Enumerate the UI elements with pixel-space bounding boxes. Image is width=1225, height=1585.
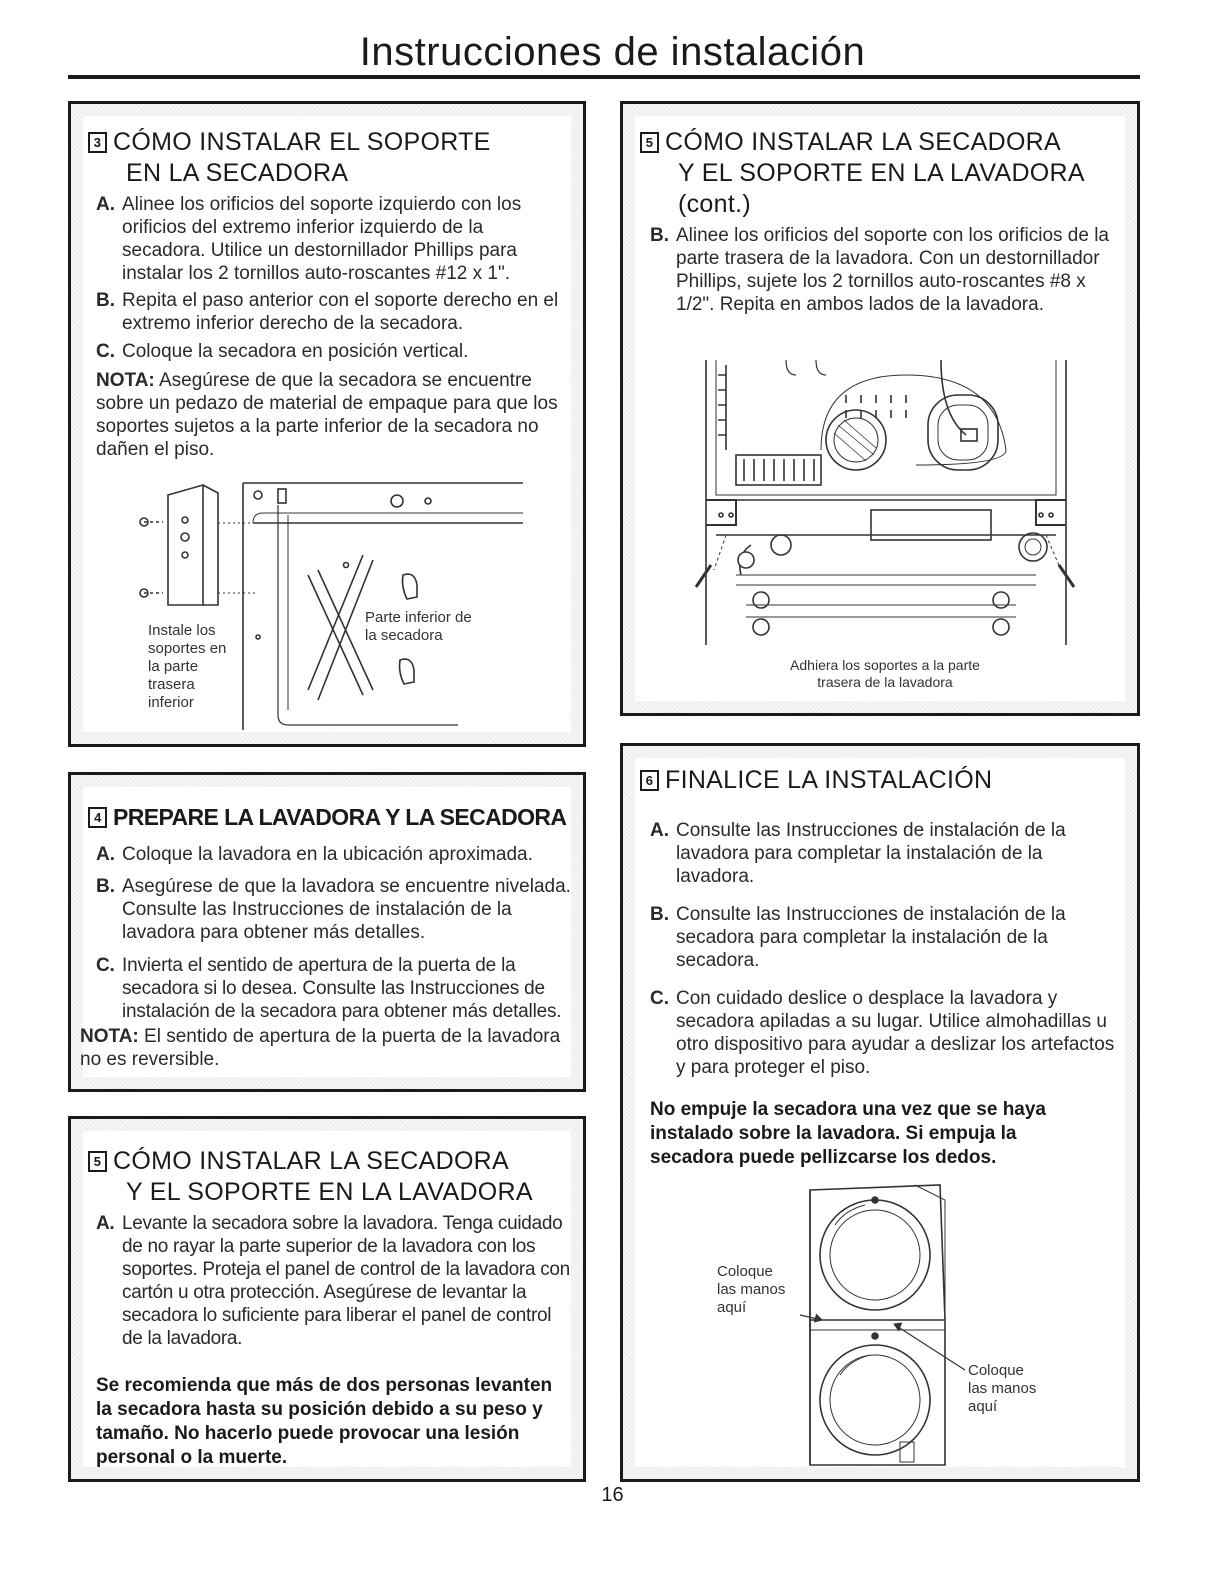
section-6-number: 6 xyxy=(640,770,659,791)
section-4-step-c: C. Invierta el sentido de apertura de la puerta de la secadora si lo desea. Consulte las Instrucciones de instalación de la secadora para obtener más detalles. xyxy=(96,955,562,1022)
section-5-heading: 5 CÓMO INSTALAR LA SECADORA Y EL SOPORTE EN LA LAVADORA xyxy=(88,1146,568,1208)
section-4-note: NOTA: El sentido de apertura de la puerta de la lavadora no es reversible. xyxy=(80,1026,561,1070)
section-6-step-b: B. Consulte las Instrucciones de instalación de la secadora para completar la instalación de la secadora. xyxy=(650,904,1066,971)
section-5-cont-step-b: B. Alinee los orificios del soporte con los orificios de la parte trasera de la lavadora. Con un destornillador Phillips, sujete los 2 tornillos auto-roscantes #8 x 1/2". Repita en ambos lados de la lavadora. xyxy=(650,225,1109,315)
stacked-washer-dryer-illustration xyxy=(780,1180,970,1470)
section-4-number: 4 xyxy=(88,807,107,828)
section-6-heading: 6 FINALICE LA INSTALACIÓN xyxy=(640,765,1120,796)
section-5-step-a: A. Levante la secadora sobre la lavadora. Tenga cuidado de no rayar la parte superior de la lavadora con los soportes. Proteja el panel de control de la lavadora con cartón u otra protección. Asegúrese de levantar la secadora lo suficiente para liberar el panel de control de la lavadora. xyxy=(96,1213,570,1349)
section-6-step-c: C. Con cuidado deslice o desplace la lavadora y secadora apiladas a su lugar. Utilice almohadillas u otro dispositivo para ayudar a deslizar los artefactos y para proteger el piso. xyxy=(650,988,1115,1078)
washer-bracket-illustration xyxy=(676,355,1096,645)
section-3-heading: 3 CÓMO INSTALAR EL SOPORTE EN LA SECADORA xyxy=(88,127,568,189)
section-5-cont-caption: Adhiera los soportes a la parte trasera de la lavadora xyxy=(790,657,980,690)
section-6-caption-left: Coloque las manos aquí xyxy=(717,1263,786,1316)
section-3-step-a: A. Alinee los orificios del soporte izquierdo con los orificios del extremo inferior izquierdo de la secadora. Utilice un destornillador Phillips para instalar los 2 tornillos auto-roscantes #12 x 1". xyxy=(96,194,522,284)
page-number: 16 xyxy=(601,1484,624,1506)
section-3-note: NOTA: Asegúrese de que la secadora se encuentre sobre un pedazo de material de empaque para que los soportes sujetos a la parte inferior de la secadora no dañen el piso. xyxy=(96,370,558,460)
section-5-cont-heading: 5 CÓMO INSTALAR LA SECADORA Y EL SOPORTE EN LA LAVADORA (cont.) xyxy=(640,127,1120,220)
section-6-caption-right: Coloque las manos aquí xyxy=(968,1362,1037,1415)
section-4-step-b: B. Asegúrese de que la lavadora se encuentre nivelada. Consulte las Instrucciones de instalación de la lavadora para obtener más detalles. xyxy=(96,876,571,943)
section-5-number: 5 xyxy=(88,1151,107,1172)
section-3-step-c: C. Coloque la secadora en posición vertical. xyxy=(96,341,469,362)
section-4-step-a: A. Coloque la lavadora en la ubicación aproximada. xyxy=(96,844,533,865)
section-6-step-a: A. Consulte las Instrucciones de instalación de la lavadora para completar la instalación de la lavadora. xyxy=(650,820,1066,887)
title-rule xyxy=(68,75,1140,79)
section-5-cont-number: 5 xyxy=(640,132,659,153)
section-6-warning: No empuje la secadora una vez que se haya instalado sobre la lavadora. Si empuja la secadora puede pellizcarse los dedos. xyxy=(650,1099,1046,1168)
section-3-caption-left: Instale los soportes en la parte trasera inferior xyxy=(148,622,227,711)
section-5-warning: Se recomienda que más de dos personas levanten la secadora hasta su posición debido a su peso y tamaño. No hacerlo puede provocar una lesión personal o la muerte. xyxy=(96,1375,553,1468)
section-3-step-b: B. Repita el paso anterior con el soporte derecho en el extremo inferior derecho de la secadora. xyxy=(96,290,559,334)
section-4-heading: 4 PREPARE LA LAVADORA Y LA SECADORA xyxy=(88,802,578,833)
section-3-number: 3 xyxy=(88,132,107,153)
section-3-caption-right: Parte inferior de la secadora xyxy=(365,609,472,644)
page-title: Instrucciones de instalación xyxy=(359,30,866,74)
